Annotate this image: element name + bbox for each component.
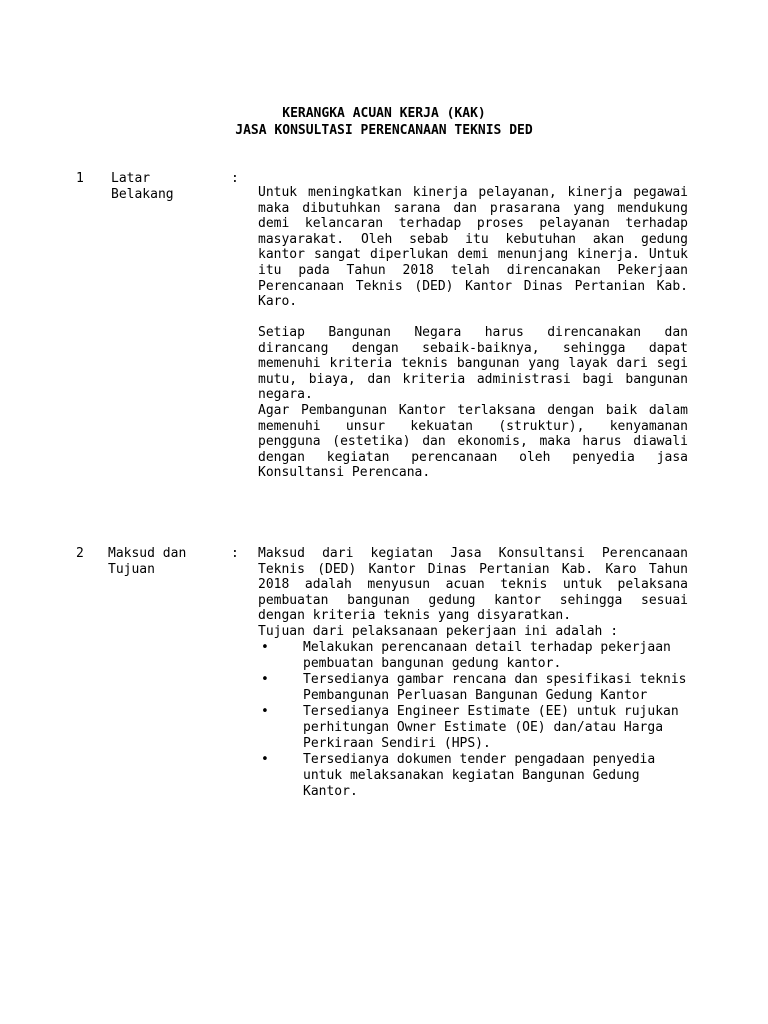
document-subtitle: JASA KONSULTASI PERENCANAAN TEKNIS DED	[235, 123, 533, 138]
section-2-paragraph: Maksud dari kegiatan Jasa Konsultansi Perencanaan Teknis (DED) Kantor Dinas Pertanian Kab. Karo Tahun 2018 adalah menyusun acuan teknis untuk pelaksana pembuatan bangunan gedung kantor sehingga sesuai dengan kriteria teknis yang disyaratkan.	[258, 546, 688, 624]
document-title: KERANGKA ACUAN KERJA (KAK)	[282, 106, 486, 121]
section-2-bullet-list	[258, 640, 688, 800]
section-1-paragraph-2: Setiap Bangunan Negara harus direncanakan dan dirancang dengan sebaik-baiknya, sehingga dapat memenuhi kriteria teknis bangunan yang layak dari segi mutu, biaya, dan kriteria administrasi bagi bangunan negara.	[258, 325, 688, 403]
section-2-colon: :	[231, 546, 239, 561]
list-item	[258, 704, 688, 752]
bullet-icon: •	[261, 752, 269, 767]
list-item	[258, 672, 688, 704]
section-2-label	[108, 546, 186, 578]
section-1-label	[111, 171, 174, 203]
bullet-icon: •	[261, 704, 269, 719]
section-1-paragraph-1: Untuk meningkatkan kinerja pelayanan, kinerja pegawai maka dibutuhkan sarana dan prasarana yang mendukung demi kelancaran terhadap proses pelayanan terhadap masyarakat. Oleh sebab itu kebutuhan akan gedung kantor sangat diperlukan demi menunjang kinerja. Untuk itu pada Tahun 2018 telah direncanakan Pekerjaan Perencanaan Teknis (DED) Kantor Dinas Pertanian Kab. Karo.	[258, 185, 688, 310]
list-item-text: Melakukan perencanaan detail terhadap pekerjaan pembuatan bangunan gedung kantor.	[303, 640, 671, 671]
section-1-label-line1: Latar	[111, 171, 151, 186]
list-item-text: Tersedianya gambar rencana dan spesifikasi teknis Pembangunan Perluasan Bangunan Gedung Kantor	[303, 672, 687, 703]
section-2-intro: Tujuan dari pelaksanaan pekerjaan ini adalah :	[258, 624, 619, 639]
section-2-label-line1: Maksud dan	[108, 546, 187, 561]
section-1-paragraph-3: Agar Pembangunan Kantor terlaksana dengan baik dalam memenuhi unsur kekuatan (struktur), kenyamanan pengguna (estetika) dan ekonomis, maka harus diawali dengan kegiatan perencanaan oleh penyedia jasa Konsultansi Perencana.	[258, 403, 688, 481]
section-1-number: 1	[76, 171, 84, 186]
list-item-text: Tersedianya dokumen tender pengadaan penyedia untuk melaksanakan kegiatan Bangunan Gedung Kantor.	[303, 752, 656, 799]
list-item-text: Tersedianya Engineer Estimate (EE) untuk rujukan perhitungan Owner Estimate (OE) dan/atau Harga Perkiraan Sendiri (HPS).	[303, 704, 679, 751]
list-item	[258, 752, 688, 800]
section-2-number: 2	[76, 546, 84, 561]
bullet-icon: •	[261, 640, 269, 655]
section-1-label-line2: Belakang	[111, 187, 174, 202]
list-item	[258, 640, 688, 672]
section-1-colon: :	[231, 171, 239, 186]
section-2-label-line2: Tujuan	[108, 562, 155, 577]
bullet-icon: •	[261, 672, 269, 687]
